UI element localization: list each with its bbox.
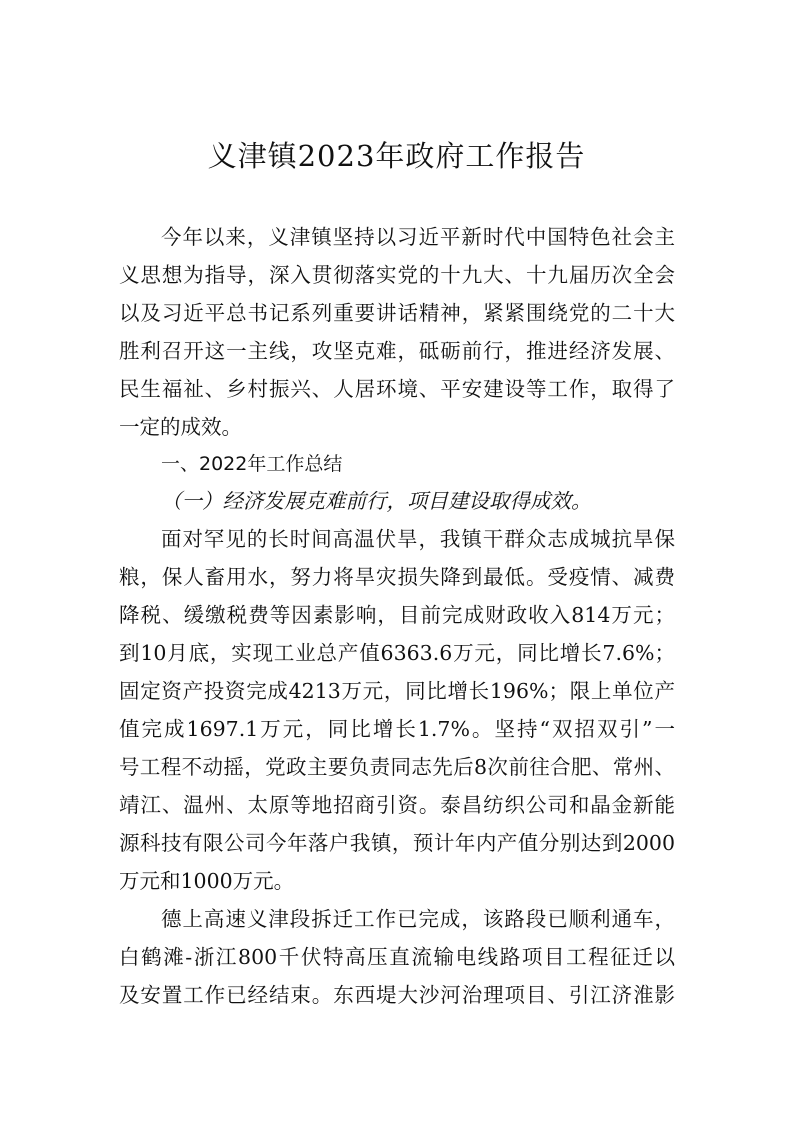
paragraph-line: 源科技有限公司今年落户我镇，预计年内产值分别达到2000 xyxy=(119,831,675,855)
document-title: 义津镇2023年政府工作报告 xyxy=(207,139,586,173)
paragraph-line: 万元和1000万元。 xyxy=(119,869,295,893)
paragraph-line: 民生福祉、乡村振兴、人居环境、平安建设等工作，取得了 xyxy=(119,377,675,401)
paragraph-line: 白鹤滩-浙江800千伏特高压直流输电线路项目工程征迁以 xyxy=(119,945,675,969)
subsection-heading: （一）经济发展克难前行，项目建设取得成效。 xyxy=(161,489,592,513)
paragraph-line: 今年以来，义津镇坚持以习近平新时代中国特色社会主 xyxy=(161,225,675,249)
paragraph-line: 义思想为指导，深入贯彻落实党的十九大、十九届历次全会 xyxy=(119,263,675,287)
paragraph-line: 固定资产投资完成4213万元，同比增长196%；限上单位产 xyxy=(119,679,675,703)
paragraph-line: 粮，保人畜用水，努力将旱灾损失降到最低。受疫情、减费 xyxy=(119,565,675,589)
paragraph-line: 到10月底，实现工业总产值6363.6万元，同比增长7.6%； xyxy=(119,641,675,665)
paragraph-line: 及安置工作已经结束。东西堤大沙河治理项目、引江济淮影 xyxy=(119,983,675,1007)
paragraph-line: 一定的成效。 xyxy=(119,415,242,439)
paragraph-line: 靖江、温州、太原等地招商引资。泰昌纺织公司和晶金新能 xyxy=(119,793,675,817)
paragraph-line: 值完成1697.1万元，同比增长1.7%。坚持“双招双引”一 xyxy=(119,717,675,741)
paragraph-line: 面对罕见的长时间高温伏旱，我镇干群众志成城抗旱保 xyxy=(161,527,675,551)
paragraph-line: 以及习近平总书记系列重要讲话精神，紧紧围绕党的二十大 xyxy=(119,301,675,325)
paragraph-line: 号工程不动摇，党政主要负责同志先后8次前往合肥、常州、 xyxy=(119,755,675,779)
section-heading: 一、2022年工作总结 xyxy=(161,453,343,475)
paragraph-line: 降税、缓缴税费等因素影响，目前完成财政收入814万元； xyxy=(119,603,675,627)
paragraph-line: 胜利召开这一主线，攻坚克难，砥砺前行，推进经济发展、 xyxy=(119,339,675,363)
paragraph-line: 德上高速义津段拆迁工作已完成，该路段已顺利通车， xyxy=(161,907,675,931)
